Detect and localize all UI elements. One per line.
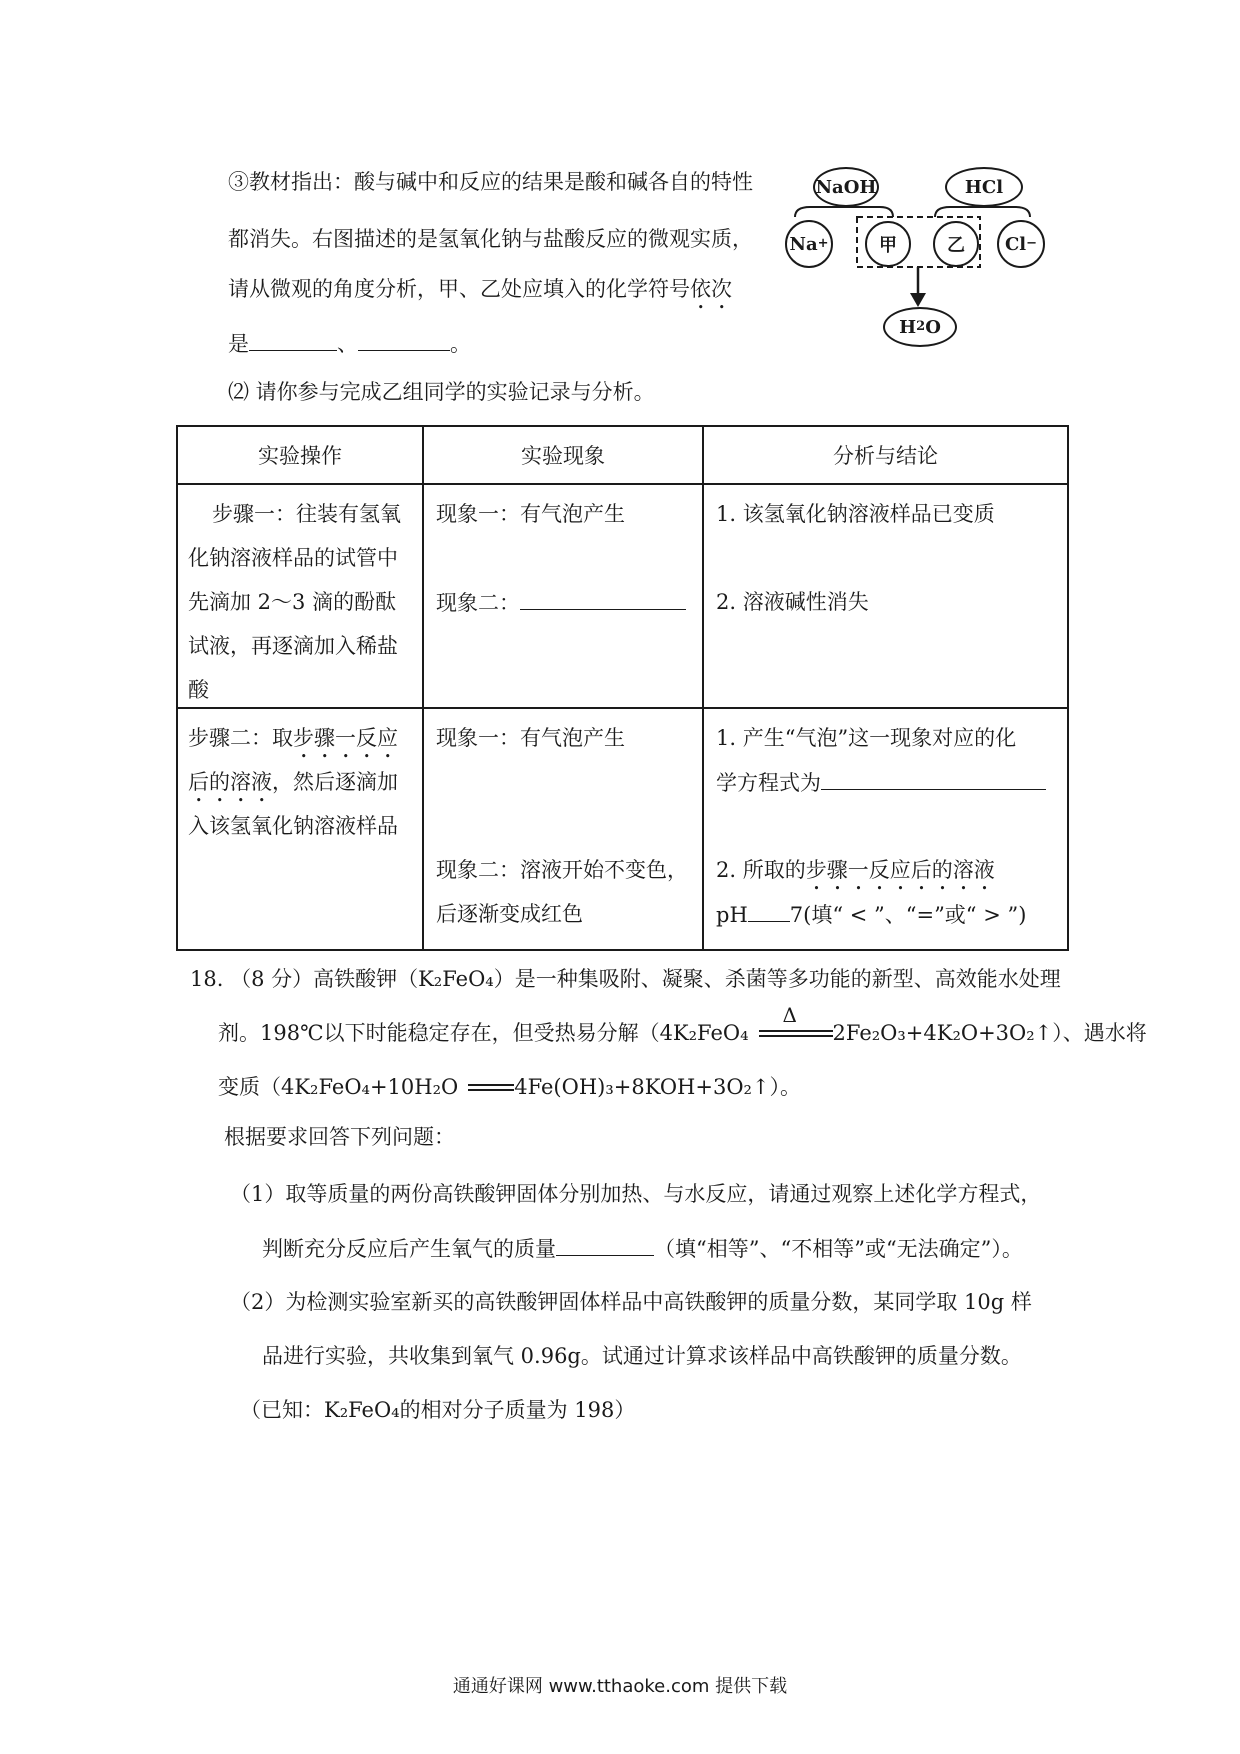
part2-intro: ⑵ 请你参与完成乙组同学的实验记录与分析。	[228, 380, 655, 404]
part3-line3: 请从微观的角度分析，甲、乙处应填入的化学符号依次	[228, 277, 732, 301]
row1-phenomenon: 现象一：有气泡产生 现象二：	[423, 484, 703, 708]
na-ion: Na +	[785, 220, 833, 268]
answer-blank-equation[interactable]	[821, 767, 1046, 790]
q18-sub1-line2: 判断充分反应后产生氧气的质量 （填“相等”、“不相等”或“无法确定”）。	[262, 1233, 1023, 1264]
q18-sub2-line1: （2）为检测实验室新买的高铁酸钾固体样品中高铁酸钾的质量分数，某同学取 10g 样	[230, 1290, 1032, 1314]
part3-line2: 都消失。右图描述的是氢氧化钠与盐酸反应的微观实质，	[228, 227, 753, 251]
q18-sub1-line1: （1）取等质量的两份高铁酸钾固体分别加热、与水反应，请通过观察上述化学方程式，	[230, 1182, 1042, 1206]
experiment-table	[176, 425, 1069, 951]
header-operation: 实验操作	[177, 426, 423, 484]
q18-known: （已知：K₂FeO₄的相对分子质量为 198）	[240, 1398, 636, 1422]
q18-line3: 变质（4K₂FeO₄+10H₂O 4Fe(OH)₃+8KOH+3O₂↑）。	[218, 1072, 801, 1102]
part3-line1: ③教材指出：酸与碱中和反应的结果是酸和碱各自的特性	[228, 170, 753, 194]
row1-operation: 步骤一：往装有氢氧 化钠溶液样品的试管中 先滴加 2～3 滴的酚酞 试液，再逐滴加入稀盐 酸	[177, 484, 423, 708]
yi-ion: 乙	[933, 221, 979, 267]
header-phenomenon: 实验现象	[423, 426, 703, 484]
h2o-ellipse: H 2 O	[883, 307, 957, 347]
answer-blank-ph[interactable]	[748, 899, 790, 922]
answer-blank-phenomenon2[interactable]	[520, 587, 686, 610]
hcl-ellipse: HCl	[945, 167, 1023, 207]
row1-conclusion: 1. 该氢氧化钠溶液样品已变质 2. 溶液碱性消失	[703, 484, 1068, 708]
q18-line1: 18. （8 分）高铁酸钾（K₂FeO₄）是一种集吸附、凝聚、杀菌等多功能的新型、高效能水处理	[190, 967, 1061, 991]
answer-blank-yi[interactable]	[358, 328, 450, 351]
reaction-equals	[458, 1072, 514, 1102]
row2-phenomenon: 现象一：有气泡产生 现象二：溶液开始不变色， 后逐渐变成红色	[423, 708, 703, 950]
cl-ion: Cl −	[997, 220, 1045, 268]
page-footer: 通通好课网 www.tthaoke.com 提供下载	[452, 1676, 788, 1697]
header-conclusion: 分析与结论	[703, 426, 1068, 484]
jia-ion: 甲	[865, 221, 911, 267]
q18-instruction: 根据要求回答下列问题：	[224, 1125, 455, 1149]
row2-conclusion: 1. 产生“气泡”这一现象对应的化 学方程式为 2. 所取的步骤一反应后的溶液 pH 7(填“ < ”、“=”或“ > ”)	[703, 708, 1068, 950]
q18-sub2-line2: 品进行实验，共收集到氧气 0.96g。试通过计算求该样品中高铁酸钾的质量分数。	[262, 1344, 1022, 1368]
naoh-ellipse: NaOH	[813, 167, 879, 207]
row2-operation: 步骤二：取步骤一反应 后的溶液，然后逐滴加 入该氢氧化钠溶液样品	[177, 708, 423, 950]
answer-blank-oxygen[interactable]	[556, 1233, 654, 1256]
q18-line2: 剂。198℃以下时能稳定存在，但受热易分解（4K₂FeO₄ Δ 2Fe₂O₃+4K₂O+3O₂↑）、遇水将	[218, 1018, 1147, 1048]
part3-line4: 是 、 。	[228, 328, 471, 359]
neutralization-diagram	[785, 165, 1075, 350]
answer-blank-jia[interactable]	[249, 328, 337, 351]
reaction-arrow-heat: Δ	[759, 1018, 833, 1048]
